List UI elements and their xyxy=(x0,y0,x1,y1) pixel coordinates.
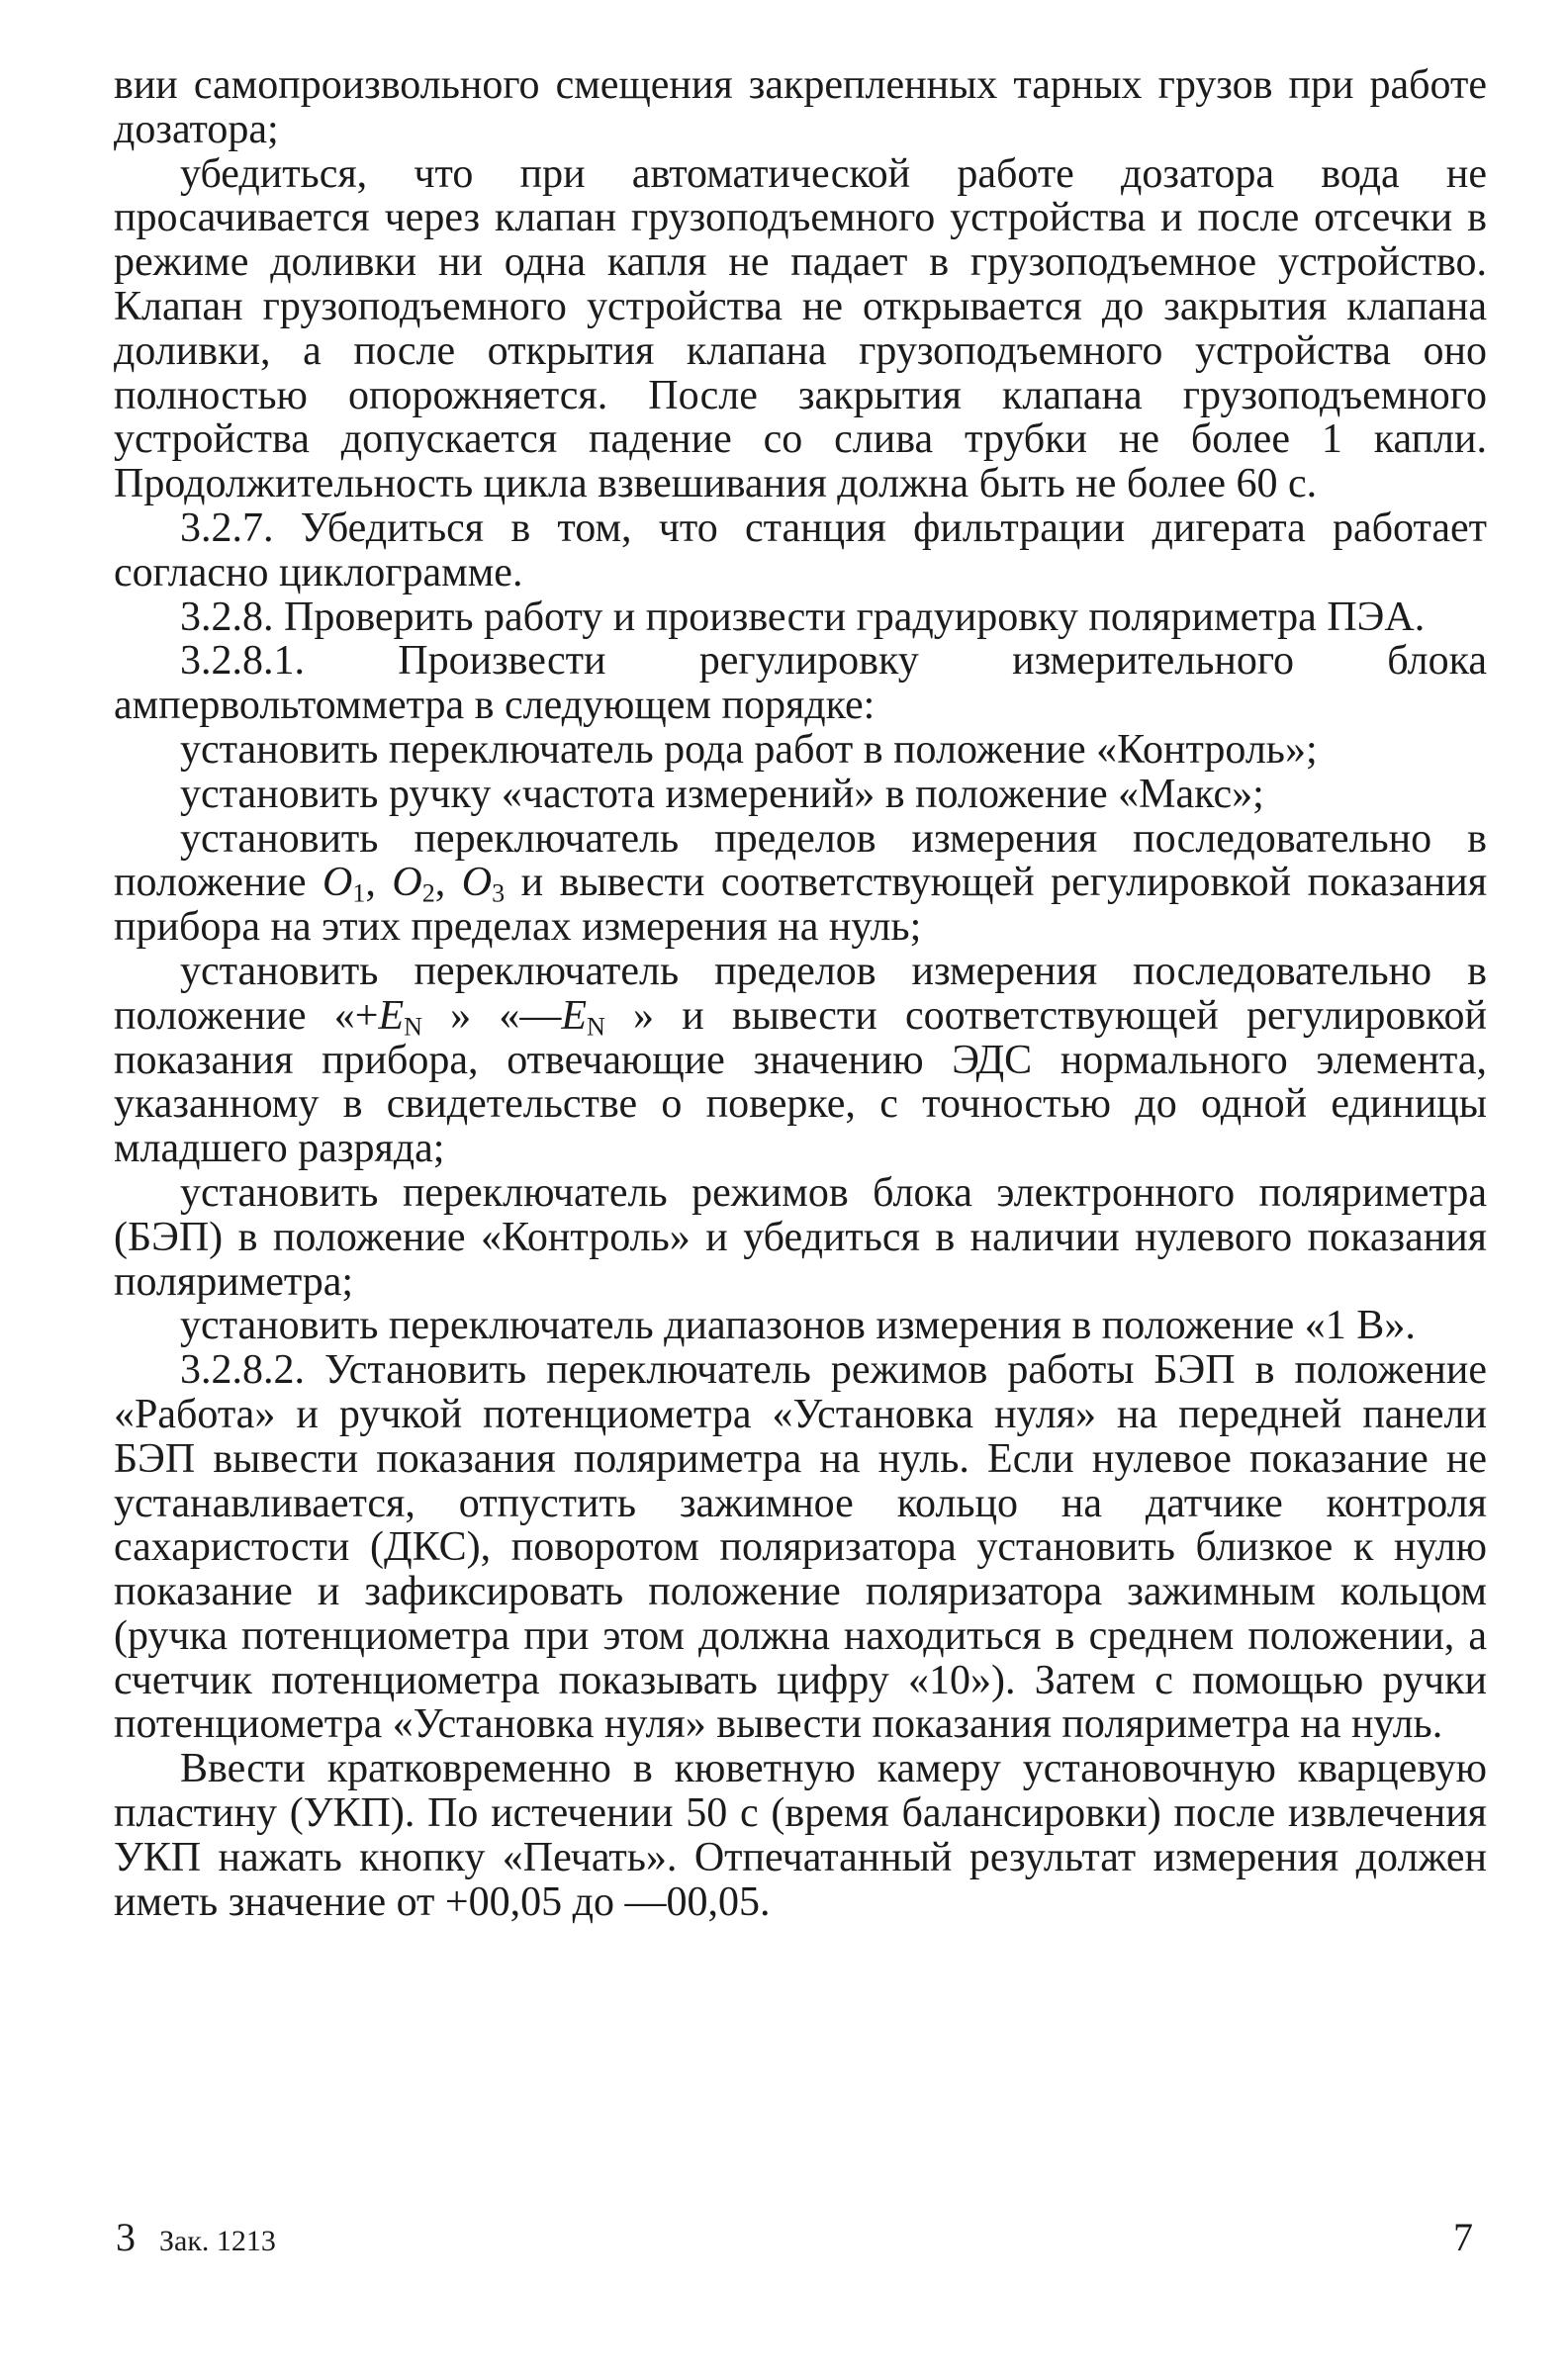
signature-number: 3 xyxy=(116,2215,136,2259)
en-text-a: установить переключатель пределов измерения последовательно в положение «+ xyxy=(114,948,1487,1039)
limits-text-b: и вывести соответствующей регулировкой показания прибора на этих пределах измерения на нуль; xyxy=(114,860,1488,951)
paragraph-3-2-7: 3.2.7. Убедиться в том, что станция фильтрации дигерата работает согласно циклограмме. xyxy=(114,504,1487,595)
limit-o2-sub: 2 xyxy=(421,878,435,908)
list-item-maks: установить ручку «частота измерений» в положение «Макс»; xyxy=(180,771,1264,817)
limits-sep-2: , xyxy=(434,860,462,906)
en-text-mid: » «— xyxy=(421,992,562,1039)
footer-signature xyxy=(116,2214,276,2260)
limit-o3-sub: 3 xyxy=(492,878,506,908)
limit-o1: O xyxy=(323,860,353,906)
page-number: 7 xyxy=(1453,2215,1473,2259)
document-body xyxy=(114,63,1487,1924)
list-item-1v: установить переключатель диапазонов измерения в положение «1 В». xyxy=(180,1303,1416,1349)
en-minus-e: E xyxy=(561,992,588,1039)
limit-o1-sub: 1 xyxy=(352,878,366,908)
en-minus-sub: N xyxy=(587,1012,605,1042)
list-item-bep: установить переключатель режимов блока электронного поляриметра (БЭП) в положение «Контроль» и убедиться в наличии нулевого показания поляриметра; xyxy=(114,1169,1487,1305)
en-text-b: » и вывести соответствующей регулировкой показания прибора, отвечающие значению ЭДС нормального элемента, указанному в свидетельстве о поверке, с точностью до одной единицы младшего разряда; xyxy=(114,992,1487,1172)
limit-o3: O xyxy=(461,860,493,906)
en-plus-e: E xyxy=(378,992,405,1039)
list-item-en xyxy=(114,950,1487,1171)
limits-sep-1: , xyxy=(365,860,393,906)
order-number: Зак. 1213 xyxy=(159,2225,276,2257)
paragraph-3-2-8-2: 3.2.8.2. Установить переключатель режимов работы БЭП в положение «Работа» и ручкой потенциометра «Установка нуля» на передней панели БЭП вывести показания поляриметра на нуль. Если нулевое показание не устанавливается, отпустить зажимное кольцо на датчике контроля сахаристости (ДКС), поворотом поляризатора установить близкое к нулю показание и зафиксировать положение поляризатора зажимным кольцом (ручка потенциометра при этом должна находиться в среднем положении, а счетчик потенциометра показывать цифру «10»). Затем с помощью ручки потенциометра «Установка нуля» вывести показания поляриметра на нуль. xyxy=(114,1347,1487,1748)
paragraph-3-2-8-1: 3.2.8.1. Произвести регулировку измерительного блока ампервольтомметра в следующем порядке: xyxy=(114,638,1487,729)
page-footer xyxy=(114,2214,1487,2263)
list-item-limits xyxy=(114,817,1487,950)
paragraph-continuation: вии самопроизвольного смещения закрепленных тарных грузов при работе дозатора; xyxy=(114,62,1487,152)
limit-o2: O xyxy=(392,860,422,906)
limits-text-a: установить переключатель пределов измерения последовательно в положение xyxy=(114,815,1487,906)
list-item-kontrol: установить переключатель рода работ в положение «Контроль»; xyxy=(180,726,1318,773)
paragraph-3-2-8: 3.2.8. Проверить работу и произвести градуировку поляриметра ПЭА. xyxy=(180,594,1426,640)
paragraph-ukp: Ввести кратковременно в кюветную камеру установочную кварцевую пластину (УКП). По истечении 50 с (время балансировки) после извлечения УКП нажать кнопку «Печать». Отпечатанный результат измерения должен иметь значение от +00,05 до —00,05. xyxy=(114,1746,1487,1925)
paragraph-water-check: убедиться, что при автоматической работе дозатора вода не просачивается через клапан грузоподъемного устройства и после отсечки в режиме доливки ни одна капля не падает в грузоподъемное устройство. Клапан грузоподъемного устройства не открывается до закрытия клапана доливки, а после открытия клапана грузоподъемного устройства оно полностью опорожняется. После закрытия клапана грузоподъемного устройства допускается падение со слива трубки не более 1 капли. Продолжительность цикла взвешивания должна быть не более 60 с. xyxy=(114,150,1487,507)
en-plus-sub: N xyxy=(404,1012,422,1042)
